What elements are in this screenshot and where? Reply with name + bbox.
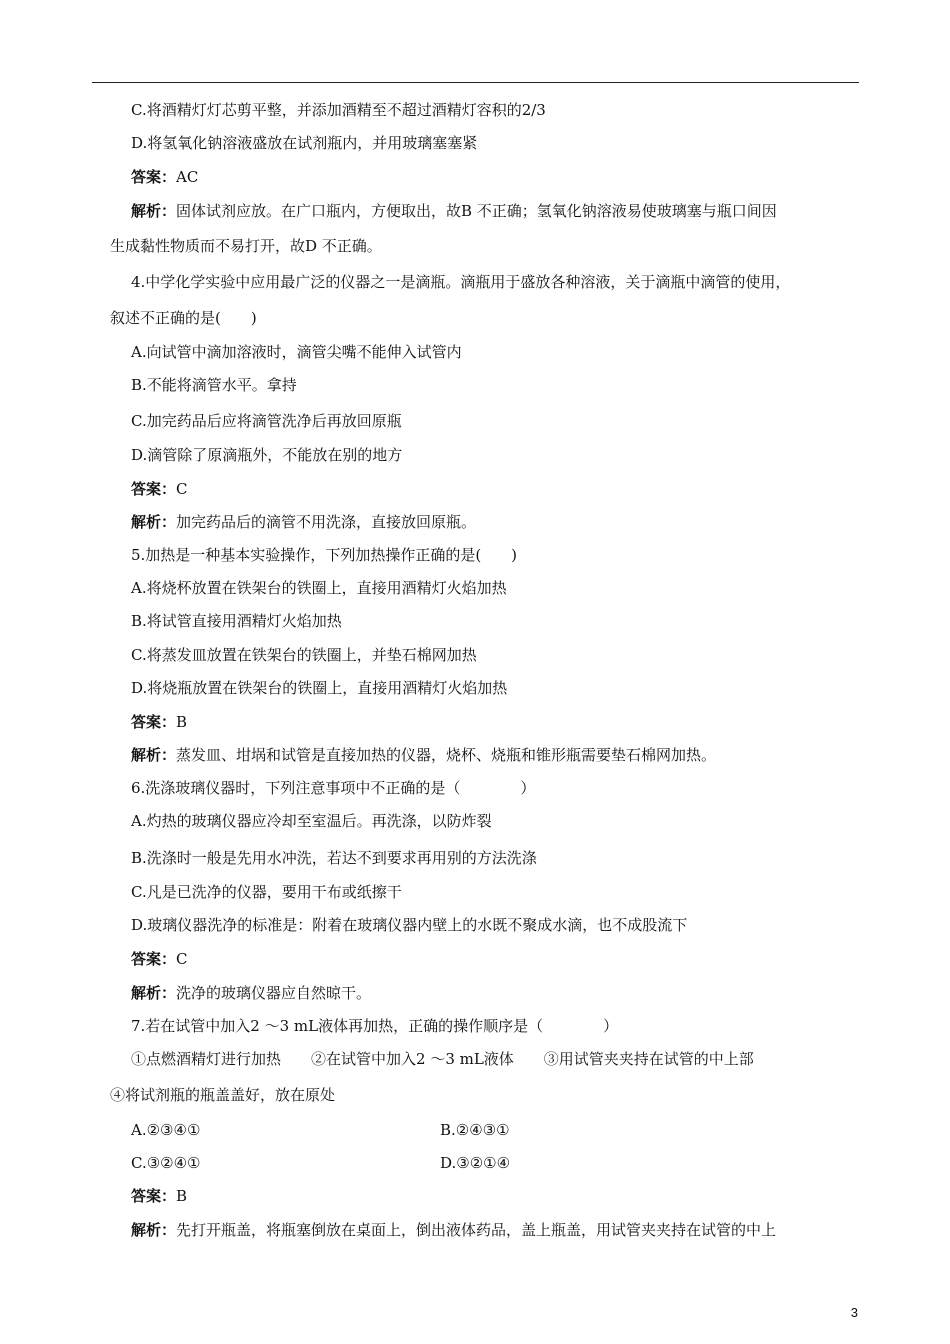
question-5: 5.加热是一种基本实验操作，下列加热操作正确的是( ) xyxy=(131,546,518,564)
answer-label: 答案： xyxy=(131,168,177,186)
analysis-label: 解析： xyxy=(131,746,177,764)
analysis-text: 洗净的玻璃仪器应自然晾干。 xyxy=(176,984,372,1002)
analysis-line xyxy=(131,745,716,765)
text-line: 叙述不正确的是( ) xyxy=(110,309,257,327)
analysis-label: 解析： xyxy=(131,513,177,531)
option-a: A.灼热的玻璃仪器应冷却至室温后。再洗涤，以防炸裂 xyxy=(131,812,492,830)
analysis-text: 蒸发皿、坩埚和试管是直接加热的仪器，烧杯、烧瓶和锥形瓶需要垫石棉网加热。 xyxy=(176,746,717,764)
analysis-text: 先打开瓶盖，将瓶塞倒放在桌面上，倒出液体药品，盖上瓶盖，用试管夹夹持在试管的中上 xyxy=(176,1221,777,1239)
answer-line xyxy=(131,1186,187,1206)
page-number: 3 xyxy=(850,1305,858,1320)
question-4: 4.中学化学实验中应用最广泛的仪器之一是滴瓶。滴瓶用于盛放各种溶液，关于滴瓶中滴管的使用， xyxy=(131,273,791,291)
option-c: C.凡是已洗净的仪器，要用干布或纸擦干 xyxy=(131,883,402,901)
option-c: C.加完药品后应将滴管洗净后再放回原瓶 xyxy=(131,412,402,430)
analysis-label: 解析： xyxy=(131,984,177,1002)
analysis-line xyxy=(131,1220,776,1240)
option-d: D.将烧瓶放置在铁架台的铁圈上，直接用酒精灯火焰加热 xyxy=(131,679,508,697)
answer-value: AC xyxy=(176,168,199,186)
text-line: 生成黏性物质而不易打开，故D 不正确。 xyxy=(110,237,382,255)
option-a: A.向试管中滴加溶液时，滴管尖嘴不能伸入试管内 xyxy=(131,343,462,361)
option-b: B.洗涤时一般是先用水冲洗，若达不到要求再用别的方法洗涤 xyxy=(131,849,537,867)
analysis-line xyxy=(131,512,476,532)
option-b: B.将试管直接用酒精灯火焰加热 xyxy=(131,612,342,630)
choice-a: A.②③④① xyxy=(131,1121,201,1139)
analysis-text: 固体试剂应放。在广口瓶内，方便取出，故B 不正确；氢氧化钠溶液易使玻璃塞与瓶口间因 xyxy=(176,202,777,220)
analysis-line xyxy=(131,983,371,1003)
steps-line: ①点燃酒精灯进行加热 ②在试管中加入2 ～3 mL液体 ③用试管夹夹持在试管的中上部 xyxy=(131,1050,754,1068)
answer-line xyxy=(131,949,188,969)
analysis-line xyxy=(131,201,777,221)
question-7: 7.若在试管中加入2 ～3 mL液体再加热，正确的操作顺序是（ ） xyxy=(131,1017,619,1035)
answer-value: C xyxy=(176,950,188,968)
choice-d: D.③②①④ xyxy=(440,1154,511,1172)
answer-value: C xyxy=(176,480,188,498)
steps-line: ④将试剂瓶的瓶盖盖好，放在原处 xyxy=(110,1086,336,1104)
text-line: D.将氢氧化钠溶液盛放在试剂瓶内，并用玻璃塞塞紧 xyxy=(131,134,478,152)
analysis-label: 解析： xyxy=(131,202,177,220)
text-line: C.将酒精灯灯芯剪平整，并添加酒精至不超过酒精灯容积的2/3 xyxy=(131,101,546,119)
answer-label: 答案： xyxy=(131,950,177,968)
question-6: 6.洗涤玻璃仪器时，下列注意事项中不正确的是（ ） xyxy=(131,779,536,797)
option-a: A.将烧杯放置在铁架台的铁圈上，直接用酒精灯火焰加热 xyxy=(131,579,507,597)
answer-line xyxy=(131,167,198,187)
answer-label: 答案： xyxy=(131,480,177,498)
answer-line xyxy=(131,712,187,732)
header-rule xyxy=(92,82,859,83)
option-d: D.玻璃仪器洗净的标准是：附着在玻璃仪器内壁上的水既不聚成水滴，也不成股流下 xyxy=(131,916,688,934)
answer-line xyxy=(131,479,188,499)
analysis-label: 解析： xyxy=(131,1221,177,1239)
option-c: C.将蒸发皿放置在铁架台的铁圈上，并垫石棉网加热 xyxy=(131,646,477,664)
choice-b: B.②④③① xyxy=(440,1121,510,1139)
answer-label: 答案： xyxy=(131,713,177,731)
option-b: B.不能将滴管水平。拿持 xyxy=(131,376,297,394)
answer-value: B xyxy=(176,1187,188,1205)
answer-value: B xyxy=(176,713,188,731)
option-d: D.滴管除了原滴瓶外，不能放在别的地方 xyxy=(131,446,403,464)
analysis-text: 加完药品后的滴管不用洗涤，直接放回原瓶。 xyxy=(176,513,477,531)
answer-label: 答案： xyxy=(131,1187,177,1205)
choice-c: C.③②④① xyxy=(131,1154,201,1172)
